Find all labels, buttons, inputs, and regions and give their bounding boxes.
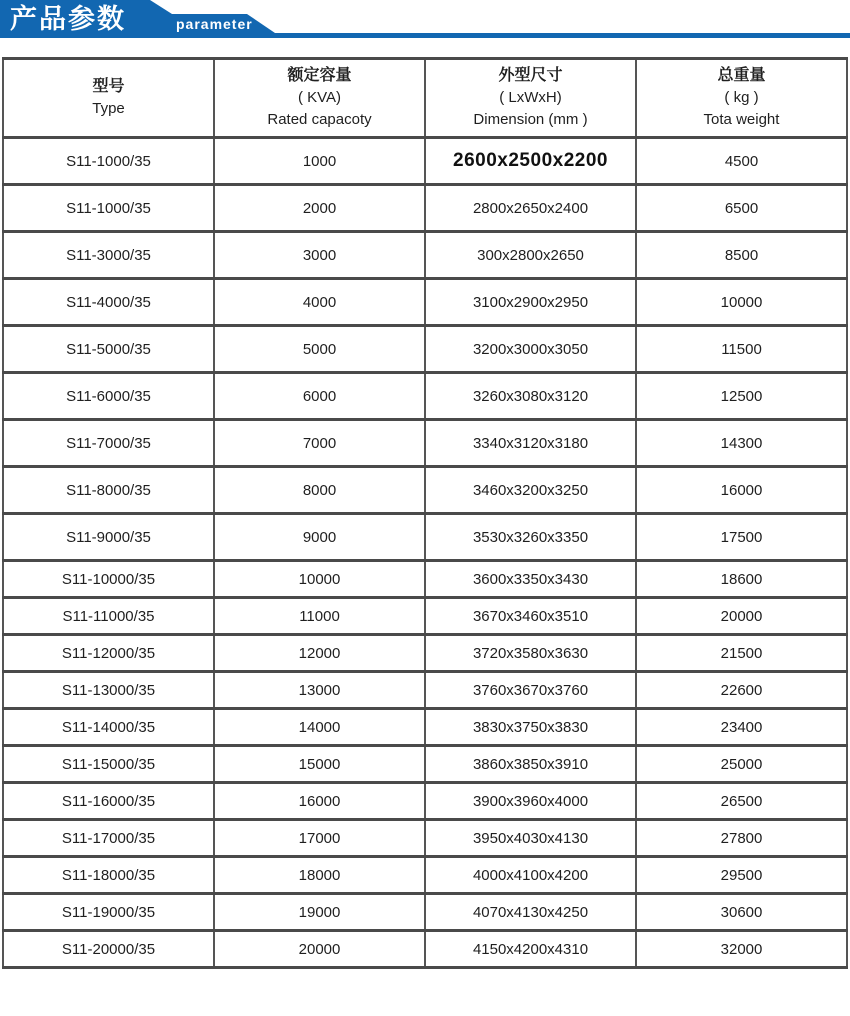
cell-type: S11-4000/35 [3, 279, 214, 326]
table-row [3, 185, 847, 232]
cell-capacity: 3000 [214, 232, 425, 279]
cell-capacity: 1000 [214, 138, 425, 185]
cell-dimension: 3460x3200x3250 [425, 467, 636, 514]
cell-dimension: 3100x2900x2950 [425, 279, 636, 326]
cell-capacity: 18000 [214, 857, 425, 894]
cell-capacity: 6000 [214, 373, 425, 420]
cell-capacity: 10000 [214, 561, 425, 598]
cell-type: S11-9000/35 [3, 514, 214, 561]
cell-capacity: 4000 [214, 279, 425, 326]
cell-dimension: 3530x3260x3350 [425, 514, 636, 561]
cell-type: S11-3000/35 [3, 232, 214, 279]
table-row [3, 894, 847, 931]
table-row [3, 598, 847, 635]
header-line-unit: ( kg ) [724, 89, 759, 106]
cell-dimension: 3950x4030x4130 [425, 820, 636, 857]
column-header-capacity [214, 59, 425, 138]
cell-weight: 11500 [636, 326, 847, 373]
column-header-dimension [425, 59, 636, 138]
cell-dimension: 2600x2500x2200 [425, 138, 636, 185]
table-row [3, 326, 847, 373]
cell-capacity: 8000 [214, 467, 425, 514]
cell-dimension: 3340x3120x3180 [425, 420, 636, 467]
cell-type: S11-8000/35 [3, 467, 214, 514]
cell-type: S11-1000/35 [3, 185, 214, 232]
header-line-unit: ( KVA) [297, 89, 342, 106]
cell-capacity: 11000 [214, 598, 425, 635]
cell-dimension: 3600x3350x3430 [425, 561, 636, 598]
cell-capacity: 5000 [214, 326, 425, 373]
cell-type: S11-14000/35 [3, 709, 214, 746]
cell-type: S11-7000/35 [3, 420, 214, 467]
cell-weight: 22600 [636, 672, 847, 709]
banner-subtitle: parameter [176, 16, 253, 32]
cell-capacity: 7000 [214, 420, 425, 467]
table-body [3, 138, 847, 968]
header-line-zh: 型号 [92, 78, 125, 95]
table-row [3, 514, 847, 561]
product-parameter-table [2, 57, 848, 969]
page-header-banner [0, 0, 850, 40]
cell-type: S11-19000/35 [3, 894, 214, 931]
cell-dimension: 3830x3750x3830 [425, 709, 636, 746]
cell-dimension: 3720x3580x3630 [425, 635, 636, 672]
cell-weight: 18600 [636, 561, 847, 598]
cell-weight: 16000 [636, 467, 847, 514]
cell-type: S11-5000/35 [3, 326, 214, 373]
cell-capacity: 9000 [214, 514, 425, 561]
cell-type: S11-11000/35 [3, 598, 214, 635]
cell-capacity: 19000 [214, 894, 425, 931]
cell-capacity: 16000 [214, 783, 425, 820]
cell-weight: 10000 [636, 279, 847, 326]
cell-weight: 26500 [636, 783, 847, 820]
table-header [3, 59, 847, 138]
table-row [3, 931, 847, 968]
cell-type: S11-12000/35 [3, 635, 214, 672]
cell-type: S11-20000/35 [3, 931, 214, 968]
cell-type: S11-18000/35 [3, 857, 214, 894]
cell-capacity: 12000 [214, 635, 425, 672]
cell-weight: 6500 [636, 185, 847, 232]
cell-type: S11-1000/35 [3, 138, 214, 185]
cell-capacity: 2000 [214, 185, 425, 232]
header-line-en: Tota weight [703, 111, 780, 128]
header-row [3, 59, 847, 138]
table-row [3, 420, 847, 467]
cell-weight: 12500 [636, 373, 847, 420]
cell-weight: 21500 [636, 635, 847, 672]
table-row [3, 746, 847, 783]
cell-dimension: 3260x3080x3120 [425, 373, 636, 420]
header-line-zh: 总重量 [717, 67, 766, 84]
cell-dimension: 2800x2650x2400 [425, 185, 636, 232]
column-header-type [3, 59, 214, 138]
cell-weight: 25000 [636, 746, 847, 783]
cell-weight: 14300 [636, 420, 847, 467]
header-line-en: Rated capacoty [267, 111, 372, 128]
header-line-unit: ( LxWxH) [499, 89, 562, 106]
header-line-zh: 额定容量 [287, 67, 352, 84]
cell-weight: 30600 [636, 894, 847, 931]
cell-type: S11-6000/35 [3, 373, 214, 420]
table-row [3, 561, 847, 598]
cell-dimension: 4000x4100x4200 [425, 857, 636, 894]
cell-weight: 29500 [636, 857, 847, 894]
cell-capacity: 20000 [214, 931, 425, 968]
table-row [3, 138, 847, 185]
table-row [3, 232, 847, 279]
cell-type: S11-15000/35 [3, 746, 214, 783]
cell-weight: 17500 [636, 514, 847, 561]
table-row [3, 373, 847, 420]
cell-capacity: 14000 [214, 709, 425, 746]
cell-dimension: 4150x4200x4310 [425, 931, 636, 968]
cell-type: S11-13000/35 [3, 672, 214, 709]
cell-weight: 27800 [636, 820, 847, 857]
cell-dimension: 3670x3460x3510 [425, 598, 636, 635]
cell-dimension: 3760x3670x3760 [425, 672, 636, 709]
cell-type: S11-10000/35 [3, 561, 214, 598]
cell-capacity: 17000 [214, 820, 425, 857]
banner-shape-polygon [0, 0, 850, 38]
cell-dimension: 4070x4130x4250 [425, 894, 636, 931]
cell-weight: 32000 [636, 931, 847, 968]
cell-capacity: 13000 [214, 672, 425, 709]
column-header-weight [636, 59, 847, 138]
table-row [3, 467, 847, 514]
cell-dimension: 3860x3850x3910 [425, 746, 636, 783]
table-row [3, 820, 847, 857]
table-row [3, 279, 847, 326]
banner-shape [0, 0, 850, 40]
cell-dimension: 3200x3000x3050 [425, 326, 636, 373]
table-row [3, 672, 847, 709]
cell-weight: 23400 [636, 709, 847, 746]
table-row [3, 709, 847, 746]
table-row [3, 783, 847, 820]
cell-type: S11-17000/35 [3, 820, 214, 857]
cell-weight: 4500 [636, 138, 847, 185]
table-row [3, 635, 847, 672]
cell-dimension: 3900x3960x4000 [425, 783, 636, 820]
table-row [3, 857, 847, 894]
cell-weight: 20000 [636, 598, 847, 635]
header-line-en: Dimension (mm ) [473, 111, 588, 128]
cell-capacity: 15000 [214, 746, 425, 783]
cell-type: S11-16000/35 [3, 783, 214, 820]
header-line-zh: 外型尺寸 [498, 67, 563, 84]
header-line-en: Type [92, 100, 125, 117]
table-container [2, 57, 848, 969]
cell-dimension: 300x2800x2650 [425, 232, 636, 279]
cell-weight: 8500 [636, 232, 847, 279]
banner-title: 产品参数 [10, 4, 126, 34]
